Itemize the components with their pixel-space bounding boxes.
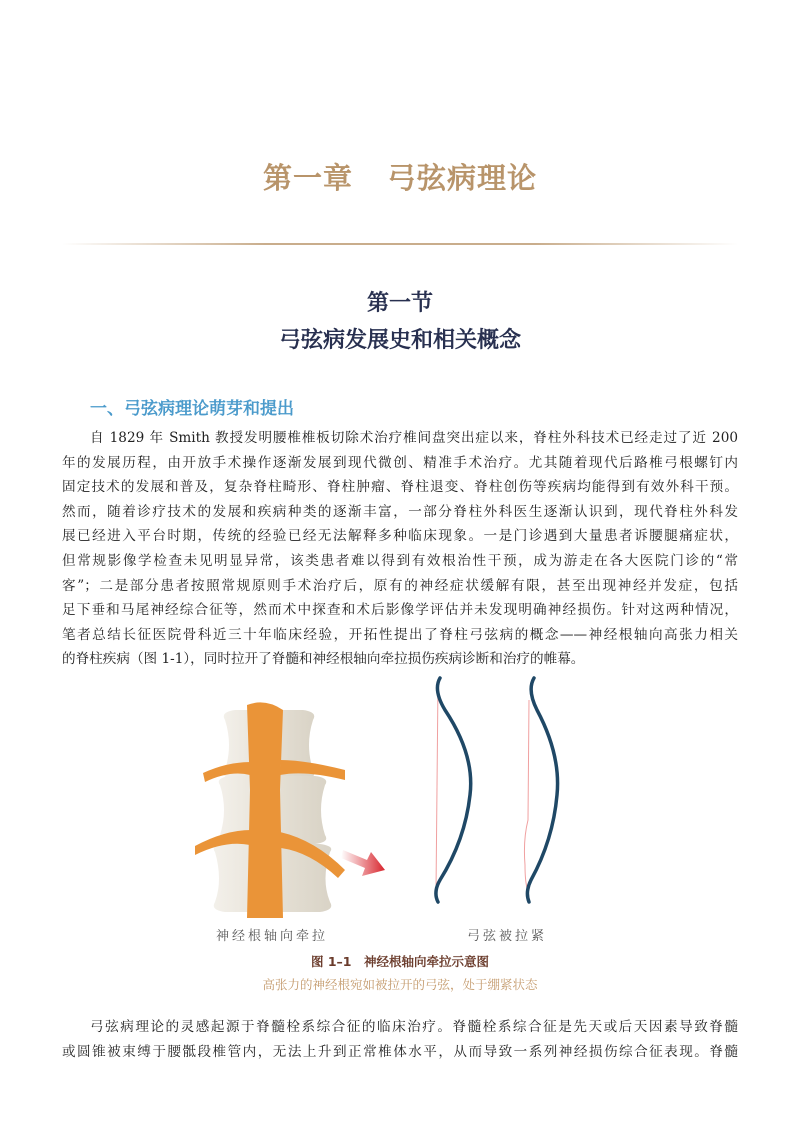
- paragraph-1: [62, 426, 738, 672]
- section-number: 第一节: [366, 290, 433, 316]
- figure-caption: 图 1–1 神经根轴向牵拉示意图: [311, 954, 489, 969]
- figure-left-label: 神经根轴向牵拉: [216, 929, 329, 944]
- figure-illustration: [195, 670, 595, 920]
- bow-relaxed: [436, 678, 471, 902]
- chapter-number: 第一章: [262, 161, 353, 195]
- chapter-name: 弓弦病理论: [387, 161, 538, 195]
- figure-right-label: 弓弦被拉紧: [467, 929, 548, 944]
- paragraph-2: [62, 1015, 738, 1064]
- chapter-title: [0, 156, 800, 197]
- chapter-divider: [62, 243, 738, 245]
- bow-taut: [524, 678, 557, 902]
- text-line: 或圆锥被束缚于腰骶段椎管内，无法上升到正常椎体水平，从而导致一系列神经损伤综合征表现。脊髓: [62, 1043, 738, 1060]
- text-line: 足下垂和马尾神经综合征等，然而术中探查和术后影像学评估并未发现明确神经损伤。针对这两种情况，: [62, 602, 738, 619]
- text-line: 然而，随着诊疗技术的发展和疾病种类的逐渐丰富，一部分脊柱外科医生逐渐认识到，现代脊柱外科发: [62, 503, 738, 520]
- text-line: 展已经进入平台时期，传统的经验已经无法解释多种临床现象。一是门诊遇到大量患者诉腰腿痛症状，: [62, 528, 738, 545]
- text-line: 弓弦病理论的灵感起源于脊髓栓系综合征的临床治疗。脊髓栓系综合征是先天或后天因素导致脊髓: [90, 1019, 738, 1035]
- text-line: 固定技术的发展和普及，复杂脊柱畸形、脊柱肿瘤、脊柱退变、脊柱创伤等疾病均能得到有效外科干预。: [62, 479, 738, 496]
- text-line: 但常规影像学检查未见明显异常，该类患者难以得到有效根治性干预，成为游走在各大医院门诊的“常: [62, 552, 738, 569]
- pull-arrow-icon: [341, 850, 385, 876]
- figure-subcaption: 高张力的神经根宛如被拉开的弓弦，处于绷紧状态: [262, 977, 538, 992]
- section-title: 弓弦病发展史和相关概念: [278, 327, 521, 353]
- text-line: 客”；二是部分患者按照常规原则手术治疗后，原有的神经症状缓解有限，甚至出现神经并发症，包括: [62, 577, 738, 594]
- text-line: 年的发展历程，由开放手术操作逐渐发展到现代微创、精准手术治疗。尤其随着现代后路椎弓根螺钉内: [62, 454, 738, 471]
- text-line: 笔者总结长征医院骨科近三十年临床经验，开拓性提出了脊柱弓弦病的概念——神经根轴向高张力相关: [62, 626, 738, 643]
- subsection-heading: 一、弓弦病理论萌芽和提出: [90, 399, 294, 419]
- text-line: 自 1829 年 Smith 教授发明腰椎椎板切除术治疗椎间盘突出症以来，脊柱外科技术已经走过了近 200: [90, 430, 738, 446]
- text-line: 的脊柱疾病（图 1-1），同时拉开了脊髓和神经根轴向牵拉损伤疾病诊断和治疗的帷幕。: [62, 651, 585, 668]
